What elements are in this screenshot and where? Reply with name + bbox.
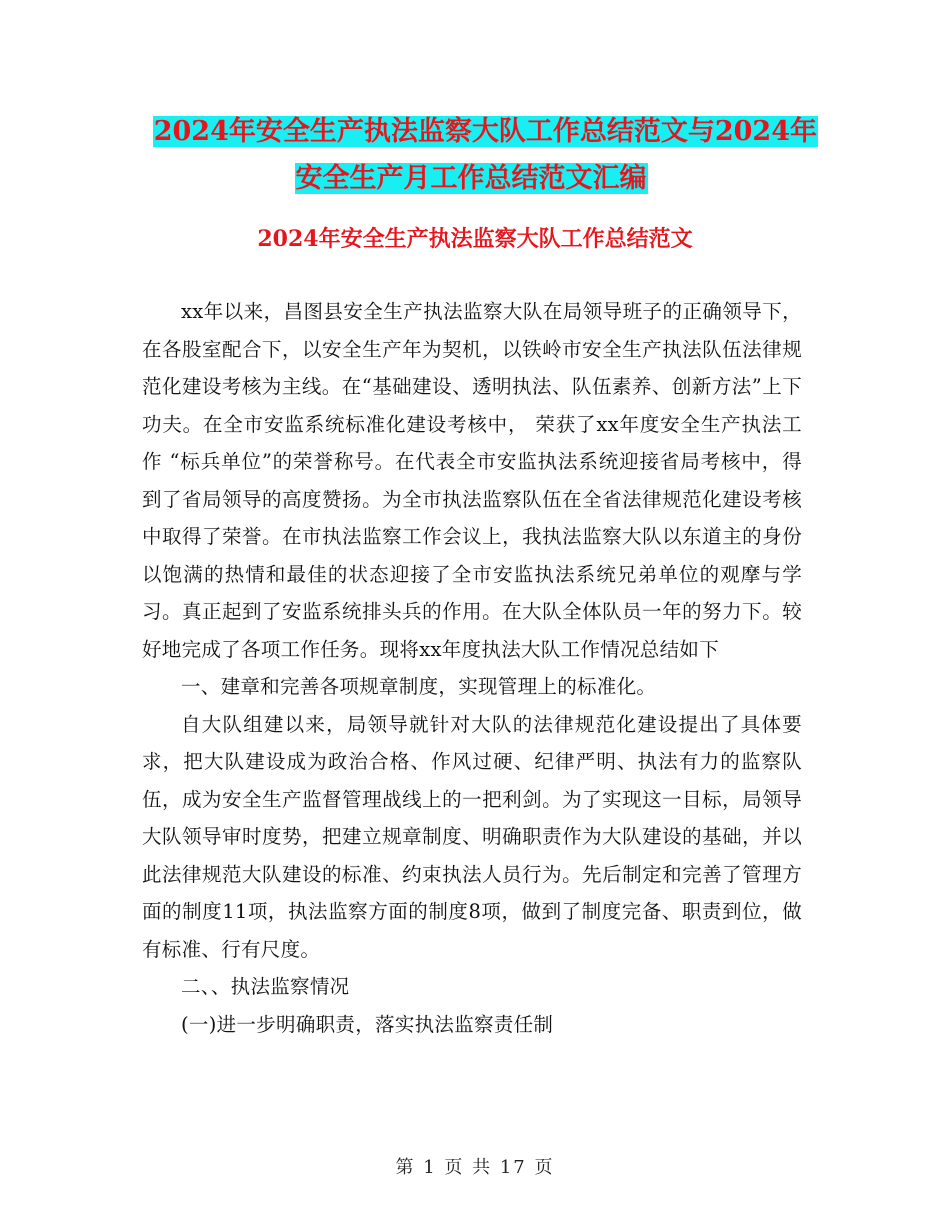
title-highlight: 2024年安全生产执法监察大队工作总结范文与2024年 [153,116,817,147]
body-text [142,293,802,1043]
paragraph: 自大队组建以来，局领导就针对大队的法律规范化建设提出了具体要求，把大队建设成为政治合格、作风过硬、纪律严明、执法有力的监察队伍，成为安全生产监督管理战线上的一把利剑。为了实现这一目标，局领导大队领导审时度势，把建立规章制度、明确职责作为大队建设的基础，并以此法律规范大队建设的标准、约束执法人员行为。先后制定和完善了管理方面的制度11项，执法监察方面的制度8项，做到了制度完备、职责到位，做有标准、行有尺度。 [142,712,802,961]
subsection-heading: (一)进一步明确职责，落实执法监察责任制 [181,1012,554,1036]
title-highlight: 安全生产月工作总结范文汇编 [295,163,647,194]
title-line-1 [130,108,830,155]
document-title [130,108,830,202]
section-title: 2024年安全生产执法监察大队工作总结范文 [257,226,693,252]
section-heading: 一、建章和完善各项规章制度，实现管理上的标准化。 [181,675,657,698]
page-footer: 第 1 页 共 17 页 [395,1157,555,1178]
paragraph: xx年以来，昌图县安全生产执法监察大队在局领导班子的正确领导下，在各股室配合下，以安全生产年为契机，以铁岭市安全生产执法队伍法律规范化建设考核为主线。在“基础建设、透明执法、队伍素养、创新方法”上下功夫。在全市安监系统标准化建设考核中， 荣获了xx年度安全生产执法工作 “标兵单位”的荣誉称号。在代表全市安监执法系统迎接省局考核中，得到了省局领导的高度赞扬。为全市执法监察队伍在全省法律规范化建设考核中取得了荣誉。在市执法监察工作会议上，我执法监察大队以东道主的身份以饱满的热情和最佳的状态迎接了全市安监执法系统兄弟单位的观摩与学习。真正起到了安监系统排头兵的作用。在大队全体队员一年的努力下。较好地完成了各项工作任务。现将xx年度执法大队工作情况总结如下 [142,300,802,661]
title-line-2 [112,155,830,202]
section-heading: 二、、执法监察情况 [181,975,350,998]
